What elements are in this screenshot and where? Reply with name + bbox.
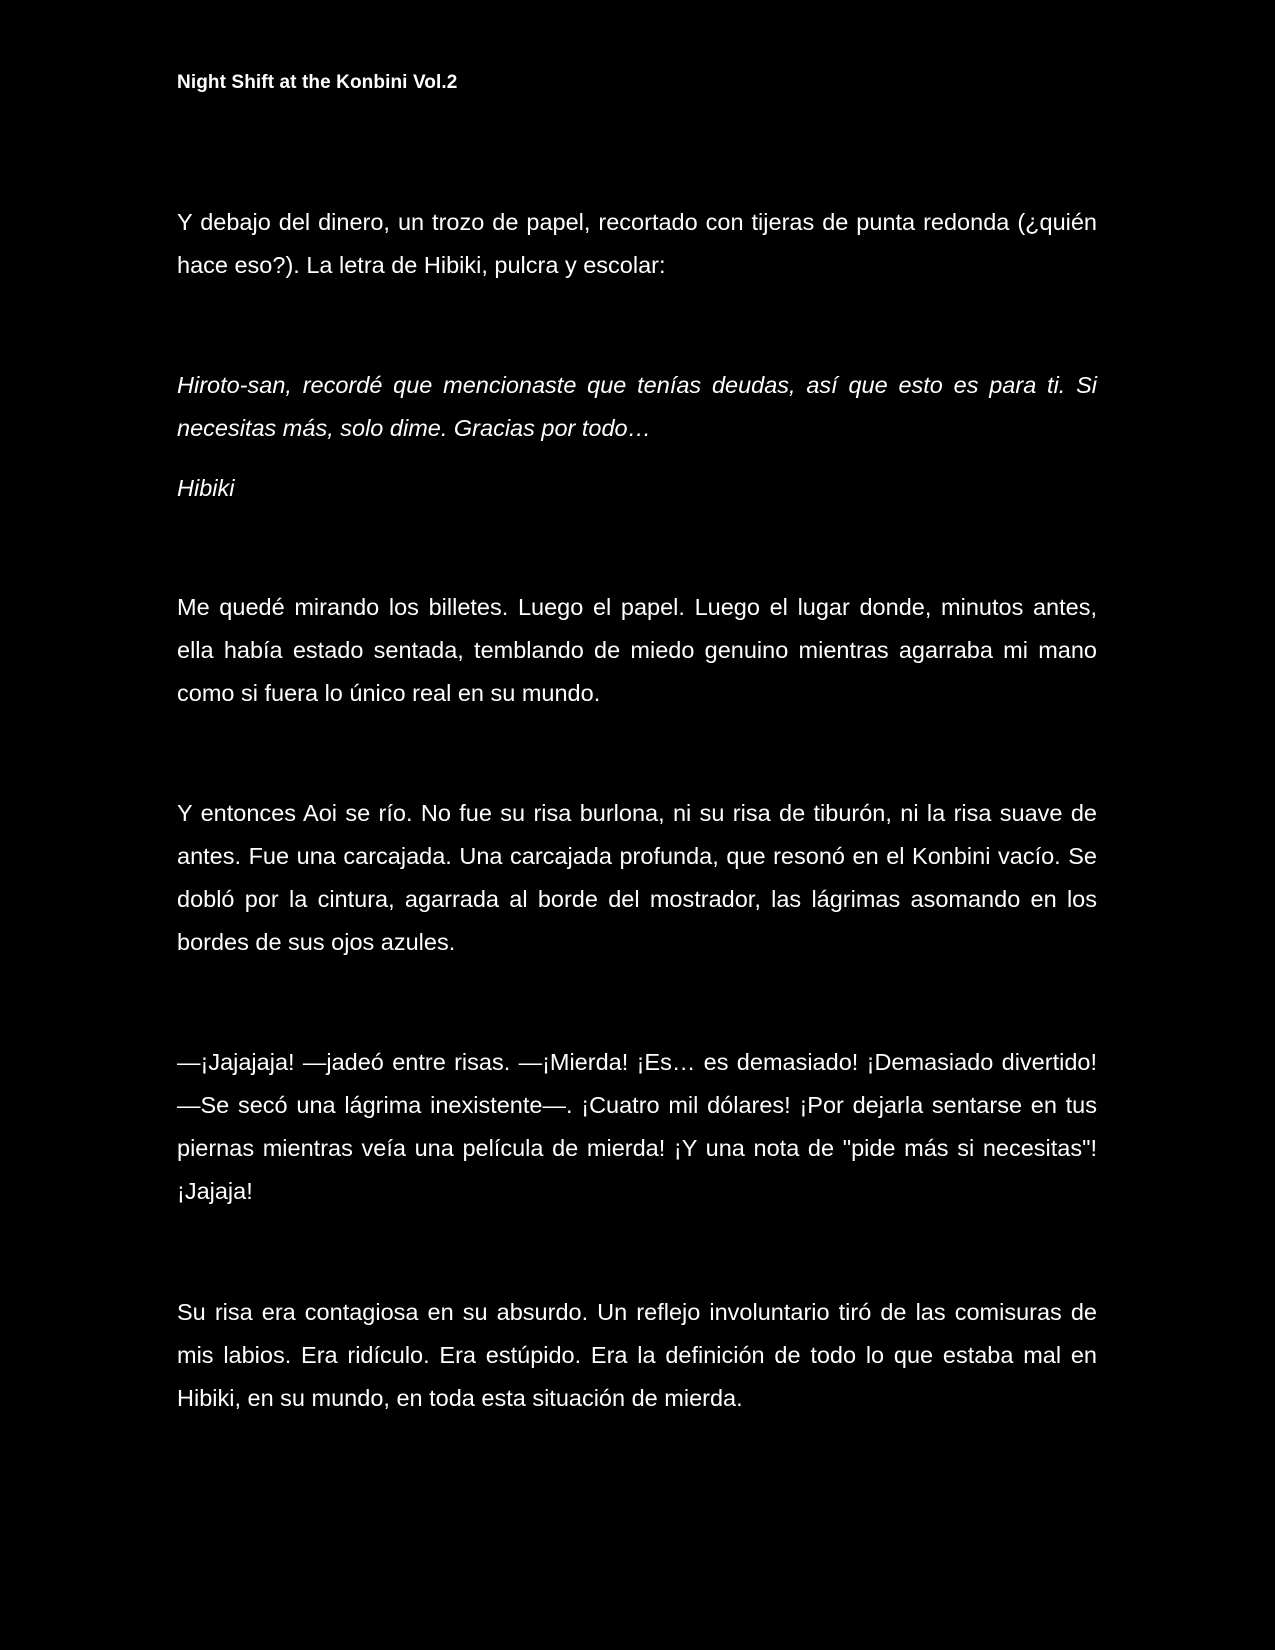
note-text: Hiroto-san, recordé que mencionaste que tenías deudas, así que esto es para ti. Si necesitas más, solo dime. Gracias por todo… <box>177 372 1097 441</box>
running-header: Night Shift at the Konbini Vol.2 <box>177 72 458 93</box>
paragraph-2: Me quedé mirando los billetes. Luego el papel. Luego el lugar donde, minutos antes, ella había estado sentada, temblando de miedo genuino mientras agarraba mi mano como si fuera lo único real en su mundo. <box>177 594 1097 706</box>
paragraph-4: —¡Jajajaja! —jadeó entre risas. —¡Mierda! ¡Es… es demasiado! ¡Demasiado divertido! —Se secó una lágrima inexistente—. ¡Cuatro mil dólares! ¡Por dejarla sentarse en tus piernas mientras veía una película de mierda! ¡Y una nota de "pide más si necesitas"! ¡Jajaja! <box>177 1049 1097 1204</box>
paragraph-5: Su risa era contagiosa en su absurdo. Un reflejo involuntario tiró de las comisuras de mis labios. Era ridículo. Era estúpido. Era la definición de todo lo que estaba mal en Hibiki, en su mundo, en toda esta situación de mierda. <box>177 1299 1097 1411</box>
note-signature: Hibiki <box>177 475 235 501</box>
paragraph-1: Y debajo del dinero, un trozo de papel, recortado con tijeras de punta redonda (¿quién hace eso?). La letra de Hibiki, pulcra y escolar: <box>177 209 1097 278</box>
paragraph-3: Y entonces Aoi se río. No fue su risa burlona, ni su risa de tiburón, ni la risa suave de antes. Fue una carcajada. Una carcajada profunda, que resonó en el Konbini vacío. Se dobló por la cintura, agarrada al borde del mostrador, las lágrimas asomando en los bordes de sus ojos azules. <box>177 800 1097 955</box>
